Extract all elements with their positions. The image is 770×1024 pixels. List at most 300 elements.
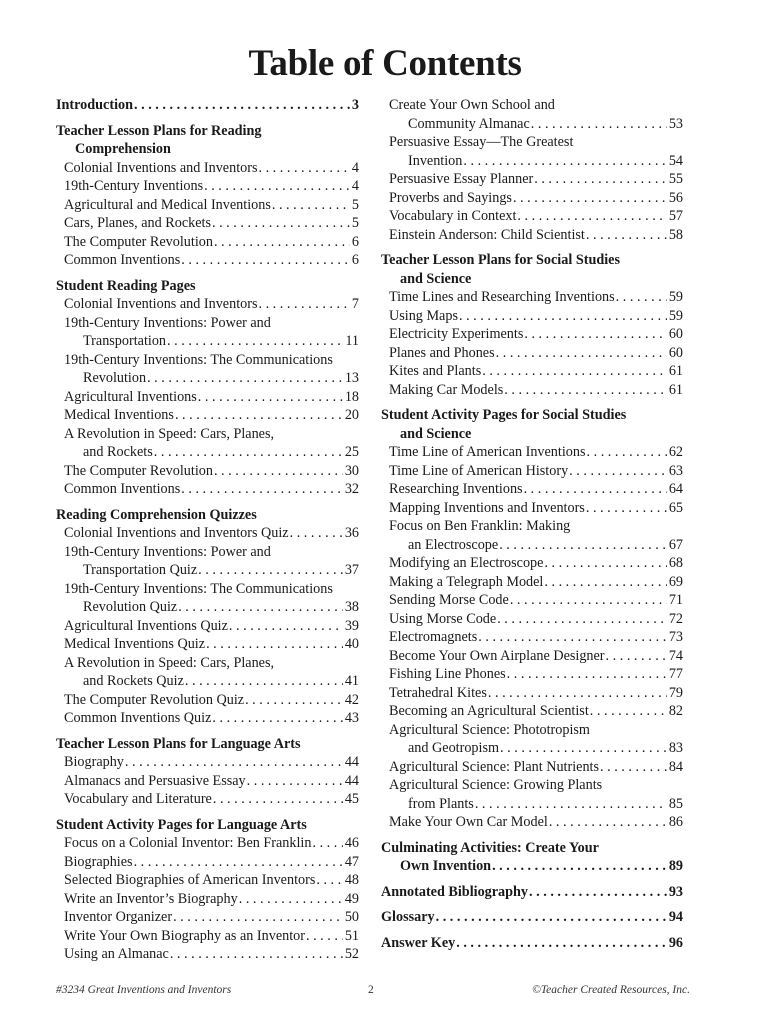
toc-entry (56, 834, 359, 853)
dot-leader (204, 177, 350, 196)
toc-page-number: 51 (344, 927, 359, 944)
dot-leader (239, 890, 343, 909)
toc-section (56, 122, 359, 270)
toc-entry (56, 580, 359, 617)
toc-entry-title: Inventor Organizer (64, 909, 173, 925)
dot-leader (456, 934, 667, 953)
dot-leader (206, 635, 343, 654)
toc-entry-title: Cars, Planes, and Rockets (64, 215, 211, 231)
toc-page-number: 82 (668, 703, 683, 719)
dot-leader (229, 617, 343, 636)
toc-entry-title-cont: Transportation (83, 333, 167, 349)
toc-entry (56, 691, 359, 710)
toc-entry-title: Time Line of American Inventions (389, 444, 586, 460)
toc-page-number: 67 (668, 536, 683, 553)
toc-entry (56, 251, 359, 270)
toc-page-number: 64 (668, 481, 683, 497)
toc-entry (56, 96, 359, 115)
toc-entry (381, 554, 683, 573)
toc-entry-title: Colonial Inventions and Inventors (64, 159, 258, 176)
toc-entry-title: Using an Almanac (64, 946, 169, 962)
toc-entry (381, 307, 683, 326)
toc-page-number: 32 (344, 481, 359, 497)
toc-page-number: 4 (351, 159, 359, 176)
dot-leader (586, 499, 667, 518)
toc-entry-title: Researching Inventions (389, 481, 523, 497)
toc-page-number: 68 (668, 555, 683, 571)
dot-leader (181, 480, 343, 499)
dot-leader (214, 462, 343, 481)
toc-section (56, 735, 359, 809)
toc-entry-continuation (381, 857, 683, 876)
dot-leader (212, 214, 350, 233)
dot-leader (459, 307, 667, 326)
toc-entry-title: Focus on Ben Franklin: Making (389, 518, 571, 534)
toc-entry-title: Selected Biographies of American Inventors (64, 872, 316, 888)
dot-leader (524, 325, 666, 344)
section-heading-line: Comprehension (75, 141, 171, 157)
section-heading-line: Student Reading Pages (56, 277, 196, 294)
toc-entry-title: Create Your Own School and (389, 97, 555, 113)
dot-leader (517, 207, 666, 226)
toc-page-number: 60 (668, 326, 683, 342)
toc-entry-continuation (64, 332, 359, 351)
toc-entry (56, 908, 359, 927)
dot-leader (213, 790, 343, 809)
toc-entry-title: A Revolution in Speed: Cars, Planes, (64, 425, 275, 442)
toc-page-number: 58 (668, 226, 683, 243)
toc-entry (56, 753, 359, 772)
dot-leader (482, 362, 667, 381)
toc-page-number: 43 (344, 710, 359, 726)
toc-entry (381, 813, 683, 832)
toc-entry (381, 133, 683, 170)
toc-page-number: 3 (351, 97, 359, 113)
toc-entry-continuation (389, 152, 683, 171)
toc-page-number: 46 (344, 835, 359, 851)
toc-entry (381, 934, 683, 953)
dot-leader (549, 813, 667, 832)
dot-leader (590, 702, 667, 721)
toc-page-number: 11 (345, 333, 359, 349)
section-heading-line: Teacher Lesson Plans for Reading (56, 122, 262, 139)
toc-entry-title: Medical Inventions (64, 407, 174, 423)
toc-entry-title: A Revolution in Speed: Cars, Planes, (64, 654, 275, 671)
toc-entry (381, 344, 683, 363)
toc-page-number: 62 (668, 444, 683, 460)
toc-page-number: 39 (344, 617, 359, 634)
toc-page-number: 59 (668, 289, 683, 305)
toc-entry (56, 233, 359, 252)
section-heading (56, 816, 359, 835)
dot-leader (173, 908, 343, 927)
toc-entry-title: Making a Telegraph Model (389, 573, 544, 590)
dot-leader (513, 189, 667, 208)
toc-page-number: 53 (668, 115, 683, 132)
dot-leader (544, 573, 666, 592)
toc-section (381, 839, 683, 876)
toc-page-number: 89 (668, 858, 683, 874)
toc-page-number: 61 (668, 363, 683, 379)
toc-entry-title: Time Line of American History (389, 462, 569, 479)
toc-page-number: 55 (668, 171, 683, 187)
toc-entry (381, 839, 683, 876)
toc-entry-title: Make Your Own Car Model (389, 814, 548, 830)
dot-leader (247, 772, 343, 791)
toc-entry-title-cont: and Geotropism (408, 740, 500, 756)
toc-entry-title: Biography (64, 754, 124, 770)
toc-entry-title: Agricultural Science: Plant Nutrients (389, 758, 599, 775)
toc-section (381, 934, 683, 953)
toc-entry-title: Become Your Own Airplane Designer (389, 647, 605, 664)
toc-entry (381, 591, 683, 610)
toc-entry (381, 480, 683, 499)
toc-entry-title: Vocabulary in Context (389, 208, 517, 224)
toc-page-number: 63 (668, 462, 683, 479)
dot-leader (497, 610, 667, 629)
dot-leader (606, 647, 667, 666)
dot-leader (125, 753, 343, 772)
dot-leader (531, 115, 667, 134)
toc-entry-title: Electricity Experiments (389, 326, 524, 342)
toc-entry (56, 635, 359, 654)
dot-leader (134, 96, 350, 115)
dot-leader (529, 883, 667, 902)
toc-entry-title: Kites and Plants (389, 363, 482, 379)
toc-page-number: 72 (668, 610, 683, 627)
toc-entry (381, 325, 683, 344)
dot-leader (475, 795, 667, 814)
dot-leader (492, 857, 667, 876)
toc-page-number: 86 (668, 814, 683, 830)
toc-entry (56, 425, 359, 462)
toc-page-number: 4 (351, 178, 359, 194)
dot-leader (198, 388, 343, 407)
toc-entry (381, 647, 683, 666)
section-heading (56, 735, 359, 754)
toc-section (56, 506, 359, 728)
toc-section (56, 816, 359, 964)
toc-entry (56, 480, 359, 499)
toc-entry-continuation (64, 672, 359, 691)
toc-entry-title: Medical Inventions Quiz (64, 636, 206, 652)
toc-page-number: 49 (344, 890, 359, 907)
toc-entry-title: Planes and Phones (389, 344, 495, 361)
section-heading-line: Reading Comprehension Quizzes (56, 506, 257, 523)
toc-entry-continuation (389, 795, 683, 814)
toc-entry (381, 207, 683, 226)
toc-entry (56, 871, 359, 890)
toc-page-number: 56 (668, 189, 683, 206)
toc-page-number: 52 (344, 946, 359, 962)
toc-page-number: 65 (668, 499, 683, 516)
toc-entry-title: Common Inventions (64, 481, 181, 497)
toc-entry (381, 499, 683, 518)
section-heading-line: and Science (400, 270, 472, 287)
toc-entry-title: Modifying an Electroscope (389, 555, 544, 571)
toc-entry (381, 610, 683, 629)
toc-entry-title: Fishing Line Phones (389, 666, 506, 682)
toc-entry-title: Proverbs and Sayings (389, 189, 512, 206)
toc-entry (56, 927, 359, 946)
dot-leader (507, 665, 667, 684)
toc-page-number: 69 (668, 573, 683, 590)
dot-leader (181, 251, 350, 270)
toc-entry-title: Making Car Models (389, 381, 504, 398)
toc-section-continued (381, 96, 683, 244)
dot-leader (198, 561, 343, 580)
toc-entry-title: The Computer Revolution Quiz (64, 691, 245, 708)
toc-page-number: 6 (351, 252, 359, 268)
toc-entry (56, 295, 359, 314)
toc-entry-title: Colonial Inventions and Inventors Quiz (64, 525, 289, 541)
toc-entry (381, 288, 683, 307)
toc-entry-continuation (389, 536, 683, 555)
toc-page-number: 61 (668, 381, 683, 398)
toc-page-number: 40 (344, 636, 359, 652)
toc-section (381, 908, 683, 927)
toc-page-number: 83 (668, 740, 683, 756)
toc-page-number: 57 (668, 208, 683, 224)
toc-section (381, 251, 683, 399)
toc-entry (56, 177, 359, 196)
toc-entry (56, 314, 359, 351)
dot-leader (154, 443, 343, 462)
toc-entry (56, 853, 359, 872)
section-heading (56, 277, 359, 296)
toc-entry-title: Common Inventions Quiz (64, 710, 212, 726)
dot-leader (258, 159, 349, 178)
toc-entry (56, 890, 359, 909)
dot-leader (272, 196, 350, 215)
section-heading-line: Teacher Lesson Plans for Language Arts (56, 735, 301, 752)
dot-leader (175, 406, 343, 425)
toc-entry (381, 189, 683, 208)
section-heading (56, 122, 359, 159)
toc-page-number: 73 (668, 629, 683, 645)
section-heading-line: Teacher Lesson Plans for Social Studies (381, 252, 620, 268)
section-heading (381, 251, 683, 288)
section-heading (381, 406, 683, 443)
toc-section-intro (56, 96, 359, 115)
footer-page-number: 2 (368, 984, 374, 996)
dot-leader (185, 672, 343, 691)
toc-entry-title: Culminating Activities: Create Your (381, 839, 599, 856)
toc-entry-title: Persuasive Essay—The Greatest (389, 134, 574, 150)
toc-entry (56, 196, 359, 215)
toc-entry-title-cont: Revolution (83, 370, 147, 386)
toc-page-number: 50 (344, 909, 359, 925)
toc-entry (56, 462, 359, 481)
toc-entry-title-cont: and Rockets (83, 444, 153, 460)
toc-page-number: 38 (344, 599, 359, 615)
toc-section (381, 883, 683, 902)
toc-entry-title: Agricultural Inventions Quiz (64, 617, 228, 634)
toc-page-number: 36 (344, 525, 359, 541)
toc-page-number: 93 (668, 883, 683, 900)
toc-entry-title: Common Inventions (64, 252, 181, 268)
toc-entry (56, 617, 359, 636)
toc-entry (56, 945, 359, 964)
dot-leader (488, 684, 667, 703)
toc-entry-title: Answer Key (381, 934, 456, 951)
toc-entry (56, 159, 359, 178)
toc-page-number: 37 (344, 562, 359, 578)
toc-entry-title: Vocabulary and Literature (64, 791, 212, 807)
dot-leader (134, 853, 343, 872)
toc-section (56, 277, 359, 499)
toc-entry (381, 381, 683, 400)
toc-entry (56, 543, 359, 580)
dot-leader (510, 591, 667, 610)
section-heading-line: and Science (400, 425, 472, 442)
toc-entry (56, 772, 359, 791)
toc-entry-title: Introduction (56, 97, 133, 113)
toc-page-number: 6 (351, 233, 359, 250)
toc-entry-continuation (64, 598, 359, 617)
toc-entry (381, 908, 683, 927)
toc-page-number: 96 (668, 934, 683, 951)
toc-page-number: 20 (344, 407, 359, 423)
toc-entry-title-cont: Community Almanac (408, 115, 530, 132)
toc-entry-continuation (389, 739, 683, 758)
dot-leader (496, 344, 667, 363)
toc-entry (381, 702, 683, 721)
toc-entry-title: Becoming an Agricultural Scientist (389, 703, 589, 719)
toc-left-column (56, 96, 359, 971)
toc-page-number: 44 (344, 754, 359, 770)
toc-entry-title: Persuasive Essay Planner (389, 171, 534, 187)
footer-copyright: ©Teacher Created Resources, Inc. (532, 984, 690, 996)
toc-entry-title: The Computer Revolution (64, 233, 213, 250)
toc-entry (56, 406, 359, 425)
toc-page-number: 44 (344, 772, 359, 789)
toc-page-number: 74 (668, 647, 683, 664)
toc-entry-title: Time Lines and Researching Inventions (389, 289, 615, 305)
toc-entry (381, 684, 683, 703)
toc-entry-continuation (64, 443, 359, 462)
dot-leader (306, 927, 343, 946)
toc-entry-title-cont: Revolution Quiz (83, 599, 178, 615)
toc-entry (381, 96, 683, 133)
toc-entry-title-cont: from Plants (408, 795, 474, 812)
toc-entry-title-cont: Invention (408, 152, 463, 169)
dot-leader (167, 332, 343, 351)
dot-leader (214, 233, 350, 252)
toc-entry (381, 758, 683, 777)
toc-page-number: 5 (351, 215, 359, 231)
toc-entry-title: Agricultural Science: Phototropism (389, 721, 590, 738)
toc-page-number: 25 (344, 444, 359, 460)
dot-leader (290, 524, 343, 543)
section-heading (56, 506, 359, 525)
toc-entry-title: Agricultural Inventions (64, 388, 197, 405)
toc-page-number: 18 (344, 388, 359, 405)
toc-page-number: 77 (668, 666, 683, 682)
toc-entry (381, 573, 683, 592)
section-heading-line: Student Activity Pages for Language Arts (56, 816, 307, 833)
toc-entry-title-cont: Own Invention (400, 858, 492, 874)
toc-page-number: 45 (344, 791, 359, 807)
dot-leader (504, 381, 667, 400)
toc-page-number: 48 (344, 872, 359, 888)
toc-entry (381, 170, 683, 189)
toc-entry-title: Electromagnets (389, 629, 478, 645)
toc-entry-continuation (389, 115, 683, 134)
footer-book-title: #3234 Great Inventions and Inventors (56, 984, 232, 996)
toc-entry-title: Mapping Inventions and Inventors (389, 499, 585, 516)
toc-page-number: 60 (668, 344, 683, 361)
toc-entry-title: Glossary (381, 909, 435, 925)
toc-entry-title: Colonial Inventions and Inventors (64, 296, 258, 312)
toc-entry (56, 524, 359, 543)
dot-leader (500, 739, 667, 758)
dot-leader (600, 758, 667, 777)
dot-leader (258, 295, 349, 314)
toc-entry (56, 709, 359, 728)
toc-entry-continuation (64, 369, 359, 388)
toc-page-number: 30 (344, 462, 359, 479)
dot-leader (170, 945, 343, 964)
toc-page-number: 59 (668, 307, 683, 324)
toc-entry-title: Write an Inventor’s Biography (64, 890, 238, 907)
dot-leader (616, 288, 667, 307)
dot-leader (524, 480, 667, 499)
dot-leader (534, 170, 667, 189)
dot-leader (499, 536, 667, 555)
toc-entry-title: The Computer Revolution (64, 462, 213, 479)
toc-entry-title: Sending Morse Code (389, 592, 509, 608)
toc-entry (381, 443, 683, 462)
dot-leader (245, 691, 343, 710)
toc-page-number: 94 (668, 909, 683, 925)
toc-entry-title: Using Maps (389, 307, 458, 324)
toc-entry-title-cont: Transportation Quiz (83, 562, 198, 578)
toc-entry-title: Biographies (64, 853, 133, 870)
dot-leader (463, 152, 666, 171)
toc-entry (381, 226, 683, 245)
toc-entry (381, 883, 683, 902)
dot-leader (569, 462, 667, 481)
dot-leader (436, 908, 667, 927)
toc-entry (381, 721, 683, 758)
toc-entry-title: Using Morse Code (389, 610, 497, 627)
toc-entry-title: 19th-Century Inventions: The Communications (64, 351, 333, 368)
toc-entry (381, 665, 683, 684)
dot-leader (316, 871, 342, 890)
dot-leader (178, 598, 343, 617)
toc-entry-title-cont: and Rockets Quiz (83, 673, 184, 689)
toc-entry (56, 790, 359, 809)
dot-leader (212, 709, 342, 728)
toc-entry-title: Write Your Own Biography as an Inventor (64, 927, 305, 944)
toc-entry-title: 19th-Century Inventions: The Communications (64, 580, 333, 597)
toc-entry-title: Focus on a Colonial Inventor: Ben Franklin (64, 835, 312, 851)
toc-entry-continuation (64, 561, 359, 580)
toc-page-number: 84 (668, 758, 683, 775)
toc-entry (381, 362, 683, 381)
toc-entry (56, 351, 359, 388)
toc-entry-title: Agricultural and Medical Inventions (64, 196, 271, 213)
toc-entry (56, 654, 359, 691)
dot-leader (544, 554, 666, 573)
toc-entry-title: Agricultural Science: Growing Plants (389, 777, 603, 793)
toc-entry (56, 388, 359, 407)
toc-page-number: 13 (344, 370, 359, 386)
toc-entry (381, 628, 683, 647)
toc-page-number: 54 (668, 152, 683, 169)
dot-leader (478, 628, 667, 647)
